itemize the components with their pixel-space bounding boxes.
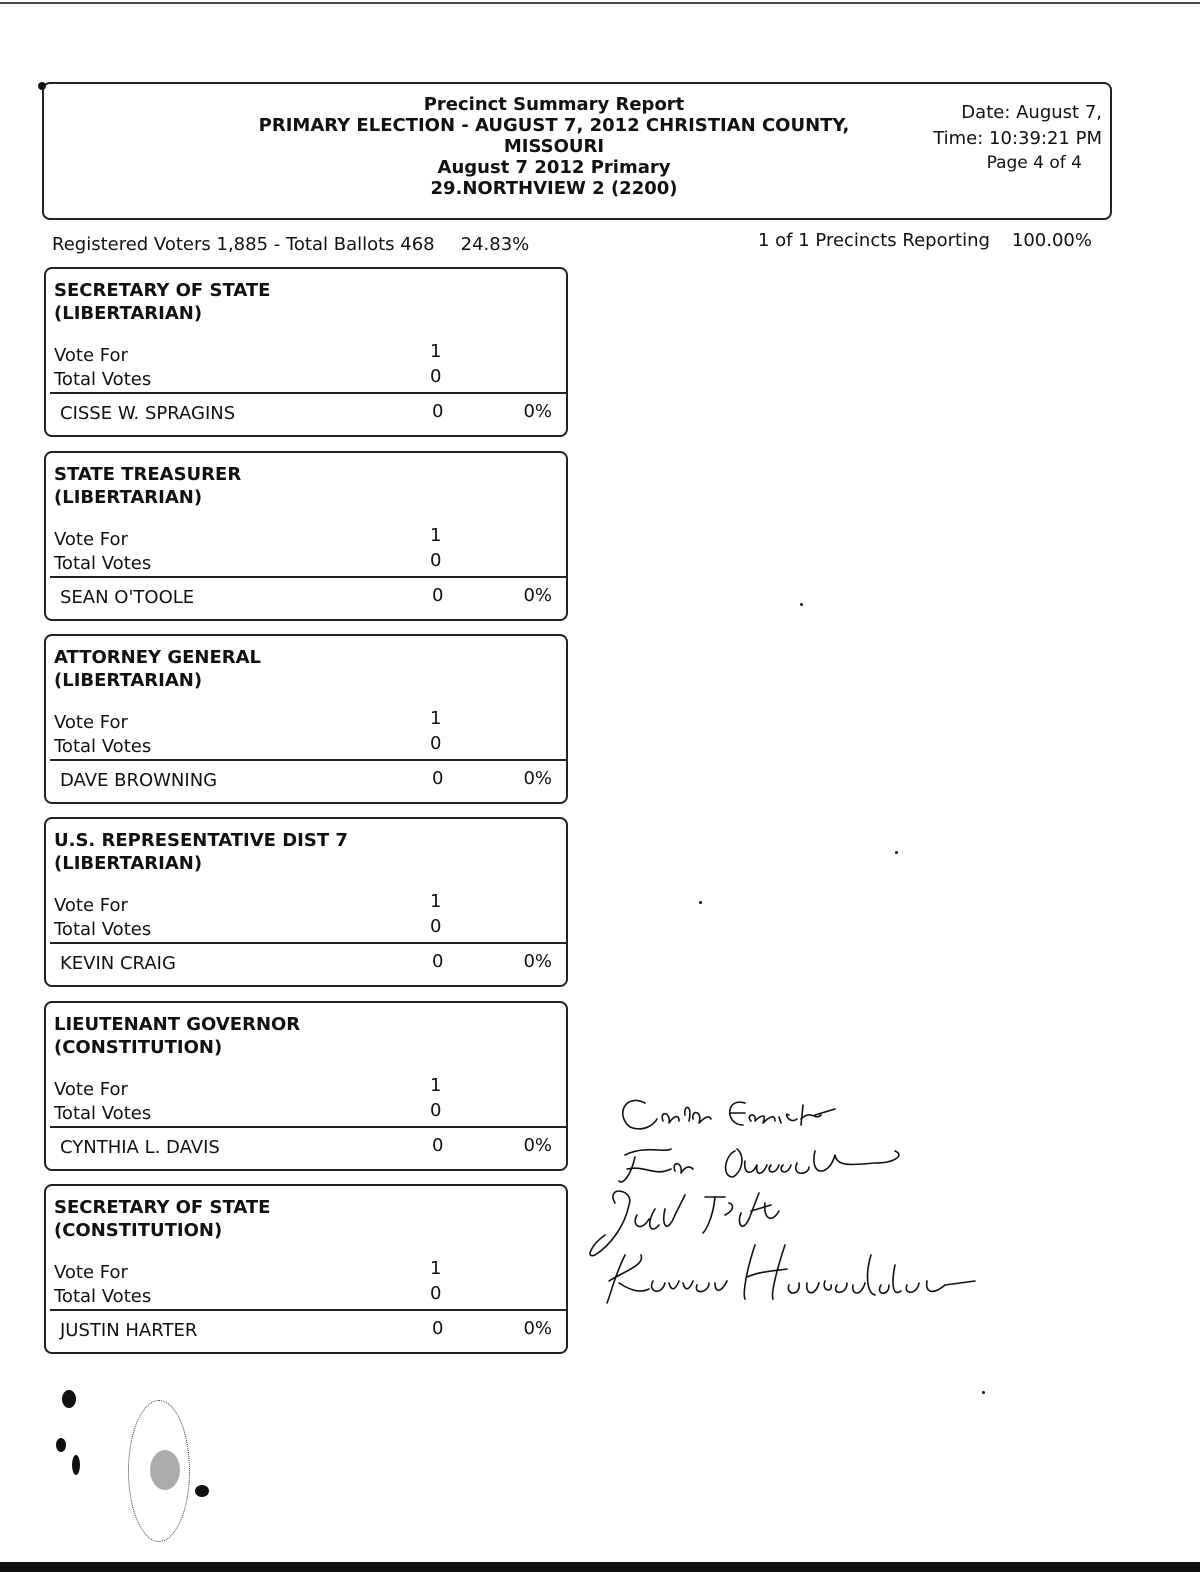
candidate-name: DAVE BROWNING [60, 770, 218, 791]
candidate-votes: 0 [432, 768, 444, 789]
candidate-percent: 0% [523, 951, 552, 972]
vote-for-value: 1 [430, 891, 442, 912]
vote-for-label: Vote For [54, 1262, 128, 1283]
vote-for-label: Vote For [54, 345, 128, 366]
race-box [44, 634, 568, 804]
race-box [44, 451, 568, 621]
candidate-name: SEAN O'TOOLE [60, 587, 195, 608]
top-rule [0, 2, 1200, 4]
page-number: Page 4 of 4 [986, 153, 1082, 173]
total-votes-value: 0 [430, 916, 442, 937]
handwritten-signatures [575, 1085, 1005, 1315]
noise-mark [895, 851, 898, 854]
total-votes-label: Total Votes [54, 1103, 152, 1124]
total-votes-label: Total Votes [54, 553, 152, 574]
noise-mark [38, 82, 46, 90]
race-party: (LIBERTARIAN) [54, 303, 203, 324]
noise-mark [150, 1450, 180, 1490]
report-title: Precinct Summary Report [423, 94, 685, 115]
vote-for-value: 1 [430, 708, 442, 729]
candidate-votes: 0 [432, 585, 444, 606]
race-party: (LIBERTARIAN) [54, 853, 203, 874]
race-office: U.S. REPRESENTATIVE DIST 7 [54, 830, 348, 851]
race-title [54, 646, 261, 692]
report-header [42, 82, 1112, 220]
race-office: SECRETARY OF STATE [54, 1197, 271, 1218]
signature-carla-essick [623, 1100, 835, 1128]
election-line-1: PRIMARY ELECTION - AUGUST 7, 2012 CHRISTIAN COUNTY, [258, 115, 850, 136]
noise-mark [800, 603, 803, 606]
noise-mark [699, 901, 702, 904]
total-votes-label: Total Votes [54, 369, 152, 390]
vote-for-label: Vote For [54, 529, 128, 550]
race-divider [50, 576, 566, 578]
report-time: Time: 10:39:21 PM [933, 128, 1102, 149]
header-meta [912, 100, 1102, 174]
signature-karren-householder [607, 1245, 975, 1303]
total-votes-label: Total Votes [54, 736, 152, 757]
precincts-reporting: 1 of 1 Precincts Reporting [758, 230, 990, 251]
election-line-2: MISSOURI [503, 136, 605, 157]
vote-for-value: 1 [430, 1258, 442, 1279]
race-divider [50, 1126, 566, 1128]
noise-mark [56, 1438, 66, 1452]
precinct-summary [758, 230, 1092, 251]
race-title [54, 829, 348, 875]
candidate-percent: 0% [523, 585, 552, 606]
race-divider [50, 759, 566, 761]
total-votes-value: 0 [430, 733, 442, 754]
candidate-name: CISSE W. SPRAGINS [60, 403, 236, 424]
race-box [44, 1184, 568, 1354]
vote-for-label: Vote For [54, 712, 128, 733]
candidate-name: CYNTHIA L. DAVIS [60, 1137, 220, 1158]
race-divider [50, 392, 566, 394]
race-divider [50, 1309, 566, 1311]
race-title [54, 279, 270, 325]
race-party: (CONSTITUTION) [54, 1037, 223, 1058]
precinct-name: 29.NORTHVIEW 2 (2200) [430, 178, 678, 199]
race-office: STATE TREASURER [54, 464, 242, 485]
noise-mark [195, 1485, 209, 1497]
ballot-summary [52, 234, 529, 255]
candidate-percent: 0% [523, 768, 552, 789]
total-votes-label: Total Votes [54, 919, 152, 940]
race-office: SECRETARY OF STATE [54, 280, 271, 301]
race-office: LIEUTENANT GOVERNOR [54, 1014, 301, 1035]
noise-mark [982, 1391, 985, 1394]
total-votes-label: Total Votes [54, 1286, 152, 1307]
header-title-block [224, 94, 884, 199]
race-party: (CONSTITUTION) [54, 1220, 223, 1241]
report-date: Date: August 7, [961, 102, 1102, 123]
candidate-name: KEVIN CRAIG [60, 953, 176, 974]
race-box [44, 817, 568, 987]
race-party: (LIBERTARIAN) [54, 670, 203, 691]
candidate-percent: 0% [523, 1135, 552, 1156]
candidate-votes: 0 [432, 401, 444, 422]
candidate-name: JUSTIN HARTER [60, 1320, 198, 1341]
candidate-votes: 0 [432, 1318, 444, 1339]
vote-for-value: 1 [430, 1075, 442, 1096]
race-box [44, 1001, 568, 1171]
scan-smudge [50, 1360, 240, 1560]
total-votes-value: 0 [430, 550, 442, 571]
noise-mark [72, 1455, 80, 1475]
total-votes-value: 0 [430, 1283, 442, 1304]
noise-mark [62, 1390, 76, 1408]
vote-for-label: Vote For [54, 1079, 128, 1100]
total-votes-value: 0 [430, 1100, 442, 1121]
vote-for-value: 1 [430, 525, 442, 546]
candidate-votes: 0 [432, 1135, 444, 1156]
election-subtitle: August 7 2012 Primary [437, 157, 671, 178]
candidate-votes: 0 [432, 951, 444, 972]
candidate-percent: 0% [523, 401, 552, 422]
total-votes-value: 0 [430, 366, 442, 387]
race-divider [50, 942, 566, 944]
precincts-percent: 100.00% [1011, 230, 1092, 251]
vote-for-label: Vote For [54, 895, 128, 916]
vote-for-value: 1 [430, 341, 442, 362]
signature-judy-tripp [590, 1191, 779, 1256]
race-title [54, 1196, 270, 1242]
candidate-percent: 0% [523, 1318, 552, 1339]
race-title [54, 1013, 300, 1059]
race-party: (LIBERTARIAN) [54, 487, 203, 508]
race-office: ATTORNEY GENERAL [54, 647, 262, 668]
race-box [44, 267, 568, 437]
registered-voters: Registered Voters 1,885 - Total Ballots 468 [52, 234, 435, 255]
race-title [54, 463, 241, 509]
signature-lisa-russell [619, 1149, 899, 1182]
turnout-percent: 24.83% [460, 234, 530, 255]
bottom-rule [0, 1562, 1200, 1572]
